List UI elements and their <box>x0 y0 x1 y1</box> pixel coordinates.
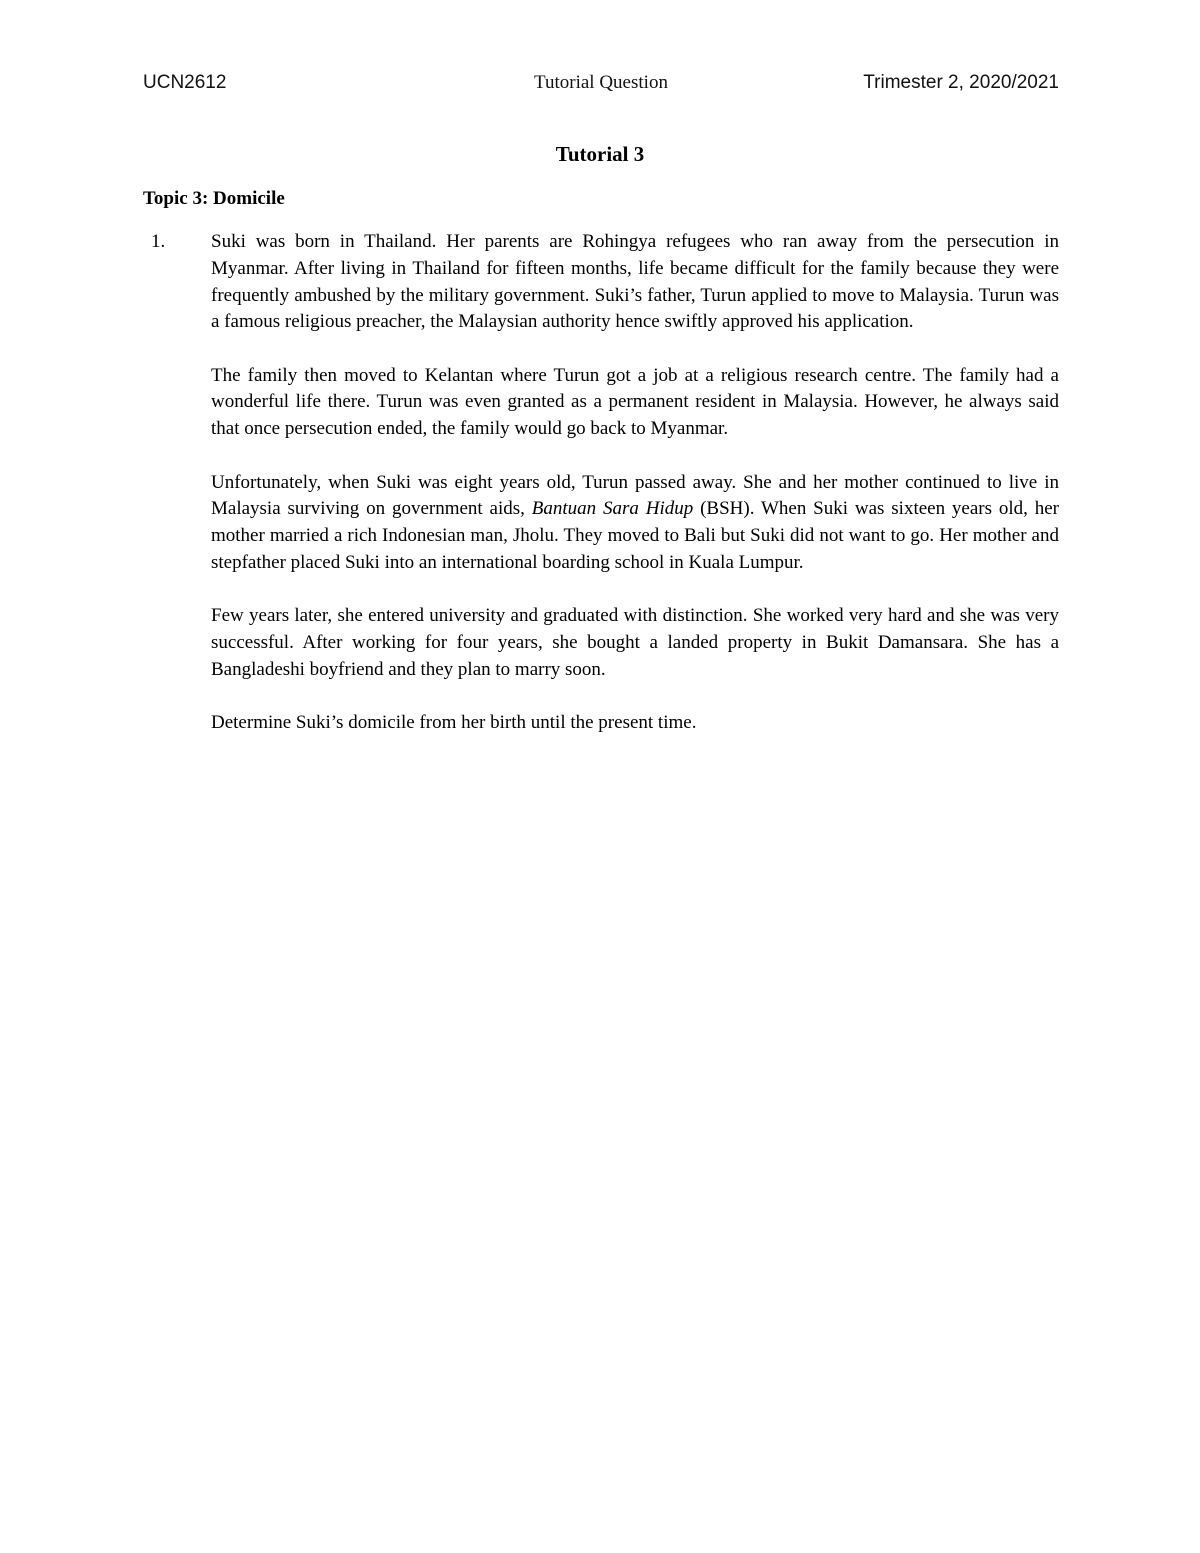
question-paragraph-1: Suki was born in Thailand. Her parents are Rohingya refugees who ran away from the persecution in Myanmar. After living in Thailand for fifteen months, life became difficult for the family because they were frequently ambushed by the military government. Suki’s father, Turun applied to move to Malaysia. Turun was a famous religious preacher, the Malaysian authority hence swiftly approved his application. <box>211 231 1059 333</box>
page-header <box>143 72 1059 98</box>
bsh-italic-term: Bantuan Sara Hidup <box>531 498 694 520</box>
paragraph-3-text-start: Unfortunately, when Suki was eight years old, Turun passed away. She and her mother continued to live in Malaysia surviving on government aids, <box>211 471 1059 520</box>
question-number: 1. <box>151 231 166 252</box>
question-paragraph-2: The family then moved to Kelantan where Turun got a job at a religious research centre. The family had a wonderful life there. Turun was even granted as a permanent resident in Malaysia. However, he always said that once persecution ended, the family would go back to Myanmar. <box>211 364 1059 440</box>
header-doc-type: Tutorial Question <box>534 72 668 93</box>
header-course-code: UCN2612 <box>143 72 227 93</box>
question-paragraph-4: Few years later, she entered university and graduated with distinction. She worked very hard and she was very successful. After working for four years, she bought a landed property in Bukit Damansara. She has a Bangladeshi boyfriend and they plan to marry soon. <box>211 605 1059 680</box>
question-paragraph-3 <box>211 470 1059 577</box>
question-task: Determine Suki’s domicile from her birth until the present time. <box>211 712 697 734</box>
page-title: Tutorial 3 <box>555 142 645 166</box>
topic-heading: Topic 3: Domicile <box>143 188 285 209</box>
header-term: Trimester 2, 2020/2021 <box>863 72 1059 93</box>
question-body <box>211 229 1059 737</box>
question-1 <box>143 229 1059 737</box>
paragraph-3-text-end: (BSH). When Suki was sixteen years old, her mother married a rich Indonesian man, Jholu. They moved to Bali but Suki did not want to go. Her mother and stepfather placed Suki into an international boarding school in Kuala Lumpur. <box>211 498 1060 573</box>
